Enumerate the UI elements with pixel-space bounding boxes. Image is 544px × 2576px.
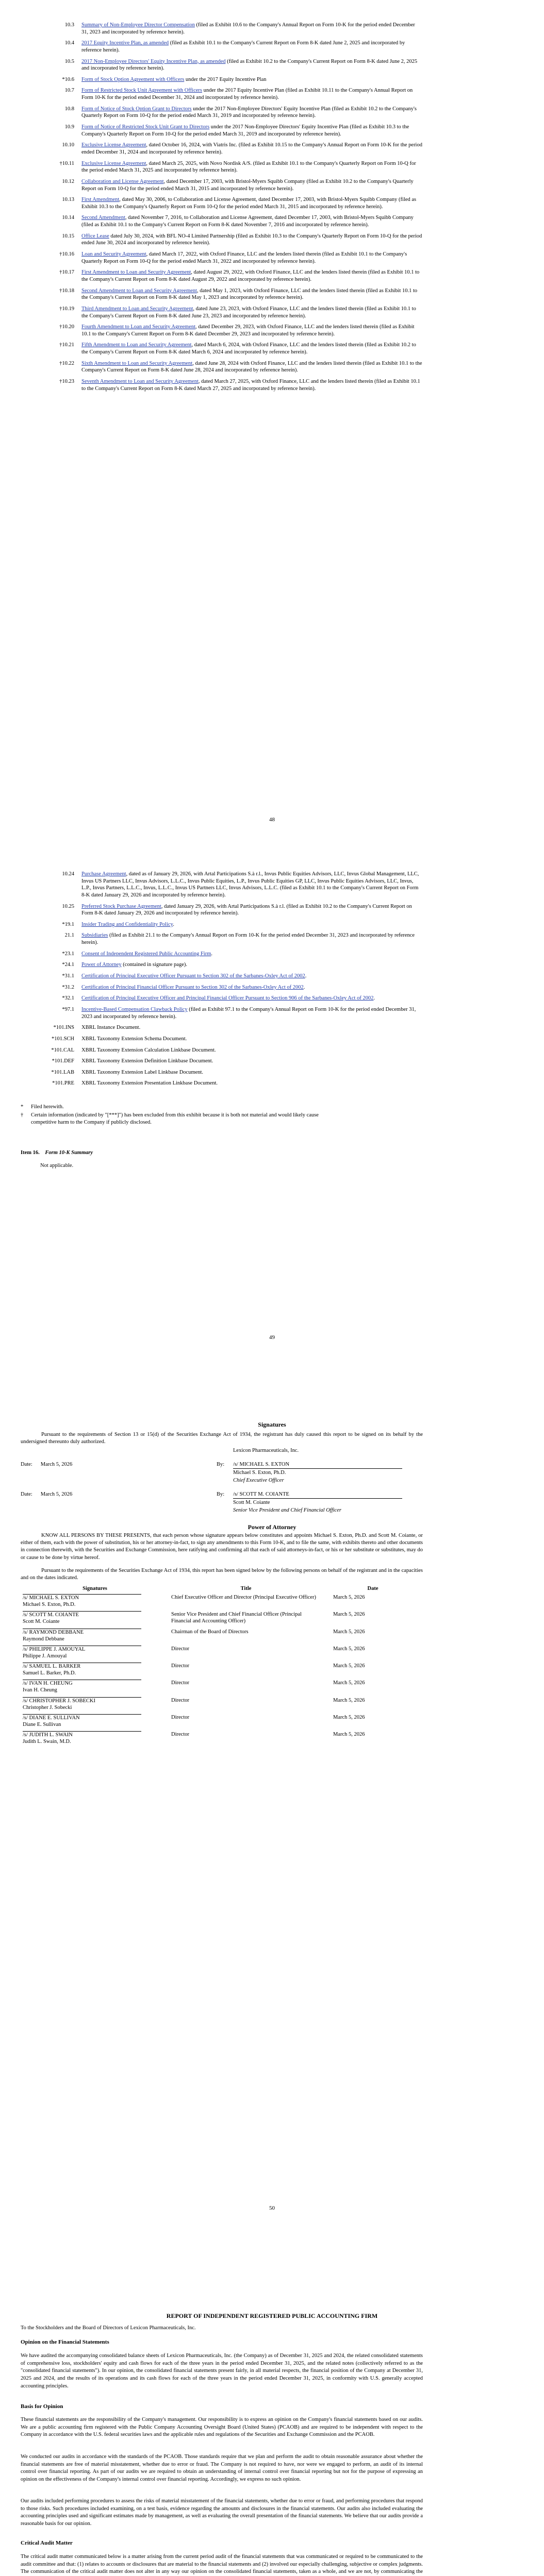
page-number: 48 [269,817,275,823]
exhibit-row [31,342,423,355]
exhibit-description [81,233,423,247]
exhibit-row [31,142,423,156]
col-header-signatures: Signatures [83,1586,107,1591]
signer-name: Diane E. Sullivan [23,1721,61,1727]
exhibit-number: 10.15 [62,233,74,239]
basis-heading: Basis for Opinion [21,2403,63,2410]
exhibit-detail: under the 2017 Equity Incentive Plan (filed as Exhibit 10.11 to the Company's Annual Report on Form 10-K for the period ended December 31, 2024 and incorporated by reference herein). [81,88,413,101]
exhibit-detail: , dated March 25, 2025, with Novo Nordisk A/S. (filed as Exhibit 10.1 to the Company's Quarterly Report on Form 10-Q for the period ended March 31, 2025 and incorporated by reference herein). [81,160,416,174]
exhibit-row [31,1069,423,1076]
signer-name: Philippe J. Amouyal [23,1653,67,1659]
exhibit-link[interactable]: Certification of Principal Executive Officer and Principal Financial Officer Pursuant to Section 906 of the Sarbanes-Oxley Act of 2002 [81,995,374,1002]
exhibit-detail: , dated August 29, 2022, with Oxford Finance, LLC and the lenders listed therein (filed as Exhibit 10.1 to the Company's Current Report on Form 8-K dated August 29, 2022 and incorporated by reference herein). [81,269,420,282]
exhibit-description [81,360,423,374]
exhibit-number: *19.1 [62,921,74,927]
exhibit-number: 10.3 [64,22,74,28]
signature-cell [21,1713,169,1730]
exhibit-row [31,58,423,72]
signer-title: Director [171,1714,189,1720]
exhibit-detail: , dated June 23, 2023, with Oxford Finance, LLC and the lenders listed therein (filed as Exhibit 10.1 to the Company's Current Report on Form 8-K dated June 23, 2023 and incorporated by reference herein). [81,306,416,319]
exhibit-description [81,961,423,969]
basis-text-2: We conducted our audits in accordance with the standards of the PCAOB. Those standards require that we plan and perform the audit to obtain reasonable assurance about whether the financial statements are free of material misstatement, whether due to error or fraud. The Company is not required to have, nor were we engaged to perform, an audit of its internal control over financial reporting. As part of our audits we are required to obtain an understanding of internal control over financial reporting but not for the purpose of expressing an opinion on the effectiveness of the Company's internal control over financial reporting. Accordingly, we express no such opinion. [21,2454,423,2483]
exhibit-number: 10.5 [64,58,74,64]
signature-date: March 5, 2026 [333,1646,365,1652]
exhibit-link[interactable]: Power of Attorney [81,962,122,968]
signature-line: /s/ PHILIPPE J. AMOUYAL [23,1646,141,1653]
exhibit-description [81,378,423,392]
exhibit-description [81,903,423,917]
exhibit-detail: . [303,984,305,990]
company-name: Lexicon Pharmaceuticals, Inc. [233,1448,299,1453]
exhibit-description [81,1047,423,1054]
exhibit-description [81,22,423,36]
exhibit-row [31,360,423,374]
exhibit-link[interactable]: Form of Notice of Stock Option Grant to Directors [81,106,192,112]
signature-row [21,1661,423,1678]
exhibit-detail: dated July 30, 2024, with BFL NO-4 Limited Partnership (filed as Exhibit 10.3 to the Company's Quarterly Report on Form 10-Q for the period ended June 30, 2024 and incorporated by reference herein). [81,233,422,246]
exhibit-row [31,871,423,899]
signature-line: /s/ SCOTT M. COIANTE [233,1490,402,1499]
signature-line: /s/ SAMUEL L. BARKER [23,1663,141,1670]
exhibit-number: *31.1 [62,973,74,979]
exhibit-number: †10.18 [59,287,74,294]
exhibit-detail: (contained in signature page). [121,962,187,968]
signature-line: /s/ JUDITH L. SWAIN [23,1731,141,1738]
signature-line: /s/ RAYMOND DEBBANE [23,1629,141,1636]
exhibit-number: 10.14 [62,215,74,221]
exhibit-detail: . [211,951,212,957]
exhibit-list [31,871,423,1091]
exhibit-row [31,1047,423,1054]
exhibit-detail: XBRL Taxonomy Extension Schema Document. [81,1036,187,1042]
exhibit-description [81,995,423,1002]
exhibit-number: 10.7 [64,88,74,94]
signer-name: Michael S. Exton, Ph.D. [233,1470,286,1476]
signature-cell [21,1644,169,1661]
signature-cell [21,1609,169,1626]
signatures-intro: Pursuant to the requirements of Section 13 or 15(d) of the Securities Exchange Act of 1934, the registrant has duly caused this report to be signed on its behalf by the undersigned thereunto duly authorized. [21,1432,423,1445]
signature-cell [21,1661,169,1678]
exhibit-row [31,76,423,83]
signer-title: Director [171,1646,189,1652]
exhibit-number: †10.23 [59,378,74,384]
exhibit-description [81,921,423,928]
signature-cell [21,1678,169,1695]
signature-line: /s/ IVAN H. CHEUNG [23,1680,141,1687]
exhibit-detail: , dated March 27, 2025, with Oxford Finance, LLC and the lenders listed therein (filed as Exhibit 10.1 to the Company's Current Report on Form 8-K dated March 27, 2025 and incorporated by reference herein). [81,378,420,392]
signature-date: March 5, 2026 [333,1612,365,1618]
exhibit-detail: , dated November 7, 2016, to Collaboration and License Agreement, dated December 17, 2003, with Bristol-Myers Squibb Company (filed as Exhibit 10.1 to the Company's Current Report on Form 8-K dated November 7, 2016 and incorporated by reference herein). [81,215,414,228]
critical-audit-matter-text: The critical audit matter communicated below is a matter arising from the current period audit of the financial statements that was communicated or required to be communicated to the audit committee and that: (1) relates to accounts or disclosures that are material to the financial statements and (2) involved our especially challenging, subjective or complex judgments. The communication of the critical audit matter does not alter in any way our opinion on the consolidated financial statements, taken as a whole, and we are not, by communicating the [21,2554,423,2575]
exhibit-link[interactable]: Form of Stock Option Agreement with Officers [81,76,185,82]
exhibit-detail: under the 2017 Non-Employee Directors' Equity Incentive Plan (filed as Exhibit 10.3 to the Company's Quarterly Report on Form 10-Q for the period ended March 31, 2019 and incorporated by reference herein). [81,124,409,137]
exhibit-description [81,160,423,174]
exhibit-row [31,1080,423,1087]
exhibit-description [81,1058,423,1065]
footnote-mark: † [21,1112,24,1118]
exhibit-row [31,251,423,265]
exhibit-row [31,87,423,101]
exhibit-number: †10.20 [59,324,74,330]
exhibit-detail: (filed as Exhibit 10.1 to the Company's Current Report on Form 8-K dated June 2, 2025 and incorporated by reference herein). [81,40,405,53]
exhibit-number: †10.22 [59,360,74,366]
signature-line: /s/ MICHAEL S. EXTON [233,1461,402,1469]
exhibit-description [81,269,423,283]
exhibit-number: 10.10 [62,142,74,148]
exhibit-row [31,1036,423,1043]
item-16-text: Not applicable. [40,1163,74,1168]
footnote [21,1104,423,1111]
power-of-attorney-text: KNOW ALL PERSONS BY THESE PRESENTS, that each person whose signature appears below constitutes and appoints Michael S. Exton, Ph.D. and Scott M. Coiante, or either of them, each with the power of substitution, his or her attorney-in-fact, to sign any amendments to this Form 10-K, and to file the same, with exhibits thereto and other documents in connection therewith, with the Securities and Exchange Commission, here ratifying and confirming all that each of said attorneys-in-fact, or his or her substitute or substitutes, may do or cause to be done by virtue hereof. [21,1533,423,1561]
exhibit-row [31,306,423,319]
exhibit-description [81,178,423,192]
exhibit-link[interactable]: Preferred Stock Purchase Agreement [81,903,161,909]
exhibit-detail: , dated June 28, 2024 with Oxford Finance, LLC and the lenders listed therein (filed as Exhibit 10.1 to the Company's Current Report on Form 8-K dated June 28, 2024 and incorporated by reference herein). [81,360,422,374]
exhibit-description [81,106,423,120]
exhibit-description [81,287,423,301]
signature-line: /s/ SCOTT M. COIANTE [23,1611,141,1618]
exhibit-detail: (filed as Exhibit 10.2 to the Company's Current Report on Form 8-K dated June 2, 2025 and incorporated by reference herein). [81,58,418,72]
exhibit-detail: , dated October 16, 2024, with Viatris Inc. (filed as Exhibit 10.15 to the Company's Annual Report on Form 10-K for the period ended December 31, 2024 and incorporated by reference herein). [81,142,422,155]
exhibit-number: 10.12 [62,178,74,184]
exhibit-row [31,973,423,980]
exhibit-list [31,22,423,396]
exhibit-link[interactable]: Fifth Amendment to Loan and Security Agreement [81,342,192,348]
exhibit-description [81,342,423,355]
signer-title: Director [171,1680,189,1686]
exhibit-description [81,932,423,946]
exhibit-link[interactable]: Loan and Security Agreement [81,251,146,258]
exhibit-description [81,306,423,319]
exhibit-description [81,76,423,83]
page-48 [0,0,544,845]
exhibit-detail: , dated December 17, 2003, with Bristol-Myers Squibb Company (filed as Exhibit 10.2 to the Company's Quarterly Report on Form 10-Q for the period ended March 31, 2015 and incorporated by reference herein). [81,178,414,192]
exhibit-description [81,58,423,72]
exhibit-link[interactable]: Incentive-Based Compensation Clawback Policy [81,1006,188,1012]
item-16-title: Form 10-K Summary [45,1150,93,1156]
signatures-heading: Signatures [258,1421,286,1428]
exhibit-number: †10.17 [59,269,74,276]
exhibit-number: 10.24 [62,871,74,877]
signer-name: Scott M. Coiante [23,1619,60,1625]
exhibit-row [31,269,423,283]
exhibit-link[interactable]: Fourth Amendment to Loan and Security Agreement [81,324,196,330]
signature-date: March 5, 2026 [333,1629,365,1635]
exhibit-detail: XBRL Taxonomy Extension Label Linkbase Document. [81,1069,204,1075]
exhibit-number: †10.19 [59,306,74,312]
exhibit-detail: , dated March 17, 2022, with Oxford Finance, LLC and the lenders listed therein (filed as Exhibit 10.1 to the Company's Quarterly Report on Form 10-Q for the period ended March 31, 2022 and incorporated by reference herein). [81,251,407,264]
exhibit-description [81,871,423,899]
exhibit-link[interactable]: Certification of Principal Financial Officer Pursuant to Section 302 of the Sarbanes-Oxley Act of 2002 [81,984,304,990]
exhibit-number: *31.2 [62,984,74,990]
exhibit-description [81,1006,423,1020]
footnote [21,1112,423,1126]
signatures-table [21,1585,423,1747]
exhibit-link[interactable]: Sixth Amendment to Loan and Security Agreement [81,360,193,366]
exhibit-link[interactable]: Insider Trading and Confidentiality Policy [81,921,173,927]
signature-row [21,1627,423,1644]
signature-row [21,1609,423,1626]
exhibit-row [31,951,423,958]
signature-line: /s/ DIANE E. SULLIVAN [23,1714,141,1721]
signature-by-2: By: /s/ SCOTT M. COIANTE Scott M. Coiante Senior Vice President and Chief Financial Officer [217,1490,402,1515]
signature-date: March 5, 2026 [333,1595,365,1600]
page-number: 50 [269,2205,275,2211]
exhibit-detail: XBRL Taxonomy Extension Calculation Linkbase Document. [81,1047,216,1053]
exhibit-description [81,142,423,156]
signature-cell [21,1696,169,1713]
exhibit-detail: , dated May 30, 2006, to Collaboration and License Agreement, dated December 17, 2003, with Bristol-Myers Squibb Company (filed as Exhibit 10.3 to the Company's Quarterly Report on Form 10-Q for the period ended March 31, 2015 and incorporated by reference herein). [81,197,417,210]
col-header-date: Date [367,1586,378,1591]
exhibit-row [31,1024,423,1031]
signer-name: Michael S. Exton, Ph.D. [23,1602,76,1608]
exhibit-number: 10.4 [64,40,74,46]
report-title: REPORT OF INDEPENDENT REGISTERED PUBLIC ACCOUNTING FIRM [166,2312,378,2319]
signer-title: Director [171,1732,189,1737]
exhibit-detail: , dated March 6, 2024, with Oxford Finance, LLC and the lenders listed therein (filed as Exhibit 10.2 to the Company's Current Report on Form 8-K dated March 6, 2024 and incorporated by reference herein). [81,342,416,355]
exhibit-number: †10.16 [59,251,74,258]
exhibit-number: 10.25 [62,903,74,909]
exhibit-row [31,160,423,174]
exhibit-number: *32.1 [62,995,74,1002]
exhibit-link[interactable]: Consent of Independent Registered Public Accounting Firm [81,951,211,957]
exhibit-row [31,995,423,1002]
exhibit-description [81,973,423,980]
exhibit-number: 10.13 [62,197,74,203]
signature-row [21,1713,423,1730]
exhibit-number: *24.1 [62,962,74,968]
exhibit-link[interactable]: Purchase Agreement [81,871,126,877]
exhibit-link[interactable]: First Amendment to Loan and Security Agreement [81,269,191,276]
critical-audit-matter-heading: Critical Audit Matter [21,2540,73,2546]
item-16-heading: Item 16. Form 10-K Summary [21,1150,93,1156]
signature-cell [21,1730,169,1747]
exhibit-link[interactable]: Summary of Non-Employee Director Compensation [81,22,195,28]
exhibit-number: †10.11 [59,160,74,166]
exhibit-detail: , dated December 29, 2023, with Oxford Finance, LLC and the lenders listed therein (filed as Exhibit 10.1 to the Company's Current Report on Form 8-K dated December 29, 2023 and incorporated by reference herein). [81,324,415,337]
exhibit-row [31,324,423,337]
power-of-attorney-heading: Power of Attorney [248,1523,296,1531]
signer-name: Christopher J. Sobecki [23,1704,72,1710]
signer-name: Scott M. Coiante [233,1500,270,1506]
signature-line: /s/ MICHAEL S. EXTON [23,1594,141,1601]
exhibit-detail: under the 2017 Equity Incentive Plan [184,76,267,82]
signature-line: /s/ CHRISTOPHER J. SOBECKI [23,1697,141,1704]
exhibit-number: *23.1 [62,951,74,957]
exhibit-link[interactable]: 2017 Equity Incentive Plan, as amended [81,40,169,46]
item-16 [21,1150,423,1168]
exhibit-detail: . [305,973,307,979]
signature-date: March 5, 2026 [333,1732,365,1737]
exhibit-row [31,903,423,917]
exhibit-link[interactable]: Exclusive License Agreement [81,142,146,148]
exhibit-link[interactable]: Office Lease [81,233,109,239]
page-f1 [0,2251,544,2576]
signature-date: March 5, 2026 [333,1663,365,1669]
opinion-text: We have audited the accompanying consolidated balance sheets of Lexicon Pharmaceuticals, Inc. (the Company) as of December 31, 2025 and 2024, the related consolidated statements of comprehensive loss, stockholders' equity and cash flows for each of the three years in the period ended December 31, 2025, and the related notes (collectively referred to as the "consolidated financial statements"). In our opinion, the consolidated financial statements present fairly, in all material respects, the financial position of the Company at December 31, 2025 and 2024, and the results of its operations and its cash flows for each of the three years in the period ended December 31, 2025, in conformity with U.S. generally accepted accounting principles. [21,2353,423,2389]
exhibit-description [81,1069,423,1076]
signature-date-2: Date: March 5, 2026 [21,1492,73,1497]
signer-title: Senior Vice President and Chief Financial Officer [233,1507,341,1514]
exhibit-description [81,87,423,101]
exhibit-number: *101.LAB [51,1069,74,1075]
exhibit-description [81,984,423,991]
exhibit-description [81,1024,423,1031]
signer-name: Judith L. Swain, M.D. [23,1739,71,1745]
exhibit-link[interactable]: Form of Notice of Restricted Stock Unit Grant to Directors [81,124,210,130]
signature-row [21,1644,423,1661]
exhibit-detail: (filed as Exhibit 97.1 to the Company's Annual Report on Form 10-K for the period ended December 31, 2023 and incorporated by reference herein). [81,1006,416,1020]
signature-by-1: By: /s/ MICHAEL S. EXTON Michael S. Exton, Ph.D. Chief Executive Officer [217,1461,402,1485]
signature-date: March 5, 2026 [333,1714,365,1720]
signature-cell [21,1627,169,1644]
exhibit-row [31,961,423,969]
signer-title: Senior Vice President and Chief Financial Officer (Principal Financial and Accounting Officer) [171,1612,302,1624]
signer-title: Chairman of the Board of Directors [171,1629,249,1635]
report-addressee: To the Stockholders and the Board of Directors of Lexicon Pharmaceuticals, Inc. [21,2325,196,2331]
exhibit-link[interactable]: 2017 Non-Employee Directors' Equity Incentive Plan, as amended [81,58,226,64]
exhibit-link[interactable]: Second Amendment to Loan and Security Agreement [81,287,197,294]
signature-row [21,1696,423,1713]
exhibit-description [81,196,423,210]
basis-text-3: Our audits included performing procedures to assess the risks of material misstatement of the financial statements, whether due to error or fraud, and performing procedures that respond to those risks. Such procedures included examining, on a test basis, evidence regarding the amounts and disclosures in the financial statements. Our audits also included evaluating the accounting principles used and significant estimates made by management, as well as evaluating the overall presentation of the financial statements. We believe that our audits provide a reasonable basis for our opinion. [21,2498,423,2527]
exhibit-link[interactable]: Third Amendment to Loan and Security Agreement [81,306,193,312]
exhibit-link[interactable]: Certification of Principal Executive Officer Pursuant to Section 302 of the Sarbanes-Oxley Act of 2002 [81,973,305,979]
exhibit-link[interactable]: Form of Restricted Stock Unit Agreement with Officers [81,88,202,94]
page-50 [0,1381,544,2251]
exhibit-description [81,1080,423,1087]
exhibit-row [31,287,423,301]
exhibit-row [31,178,423,192]
exhibit-row [31,984,423,991]
exhibit-detail: XBRL Instance Document. [81,1025,141,1031]
exhibit-number: 10.9 [64,124,74,130]
exhibit-number: †10.21 [59,342,74,348]
exhibit-description [81,324,423,337]
exhibit-description [81,1036,423,1043]
signature-row [21,1678,423,1695]
exhibit-detail: , dated May 1, 2023, with Oxford Finance, LLC and the lenders listed therein (filed as Exhibit 10.1 to the Company's Current Report on Form 8-K dated May 1, 2023 and incorporated by reference herein). [81,287,418,301]
exhibit-number: *101.INS [53,1025,74,1031]
exhibit-number: *101.PRE [52,1080,74,1087]
exhibit-row [31,40,423,54]
exhibit-number: *101.CAL [51,1047,74,1053]
exhibit-detail: (filed as Exhibit 21.1 to the Company's Annual Report on Form 10-K for the period ended December 31, 2023 and incorporated by reference herein). [81,933,415,946]
page-49 [0,845,544,1381]
exhibit-row [31,214,423,228]
signature-date: March 5, 2026 [333,1697,365,1703]
exhibit-link[interactable]: First Amendment [81,197,120,203]
signer-title: Chief Executive Officer [233,1478,284,1484]
exhibit-row [31,22,423,36]
exhibit-link[interactable]: Exclusive License Agreement [81,160,146,166]
exhibit-link[interactable]: Seventh Amendment to Loan and Security Agreement [81,378,199,384]
exhibit-row [31,196,423,210]
exhibit-number: *97.1 [62,1006,74,1012]
col-header-title: Title [240,1586,252,1591]
exhibit-row [31,124,423,138]
exhibit-row [31,921,423,928]
signature-row [21,1730,423,1747]
exhibit-description [81,951,423,958]
signer-name: Ivan H. Cheung [23,1687,57,1693]
exhibit-detail: XBRL Taxonomy Extension Presentation Linkbase Document. [81,1080,218,1087]
footnote-text: Filed herewith. [31,1104,64,1110]
exhibit-number: *10.6 [62,76,74,82]
exhibit-detail: , dated as of January 29, 2026, with Artal Participations S.à r.l., Invus Public Equities Advisors, LLC, Invus Global Management, LLC, Invus US Partners LLC, Invus Advisors, L.L.C., Invus Public Equities, L.P., Invus Public Equities GP, LLC, Invus Public Equities Advisors, LLC, Invus, L.P., Invus Partners, L.L.C., Invus, L.L.C., Invus US Partners LLC, Invus Advisors, L.L.C. (filed as Exhibit 10.1 to the Company's Current Report on Form 8-K dated January 29, 2026 and incorporated by reference herein). [81,871,419,898]
exhibit-row [31,1006,423,1020]
exhibit-detail: . [173,921,174,927]
exhibit-description [81,214,423,228]
exhibit-link[interactable]: Subsidiaries [81,933,108,939]
signature-date: March 5, 2026 [333,1680,365,1686]
exhibit-row [31,106,423,120]
signature-cell [21,1592,169,1609]
page-number: 49 [269,1334,275,1341]
exhibit-link[interactable]: Second Amendment [81,215,125,221]
signer-title: Director [171,1663,189,1669]
signature-date-1: Date: March 5, 2026 [21,1462,73,1467]
signature-row [21,1592,423,1609]
exhibit-row [31,1058,423,1065]
exhibit-row [31,932,423,946]
pursuant-text: Pursuant to the requirements of the Securities Exchange Act of 1934, this report has been signed below by the following persons on behalf of the registrant and in the capacities and on the dates indicated. [21,1568,423,1581]
exhibit-detail: under the 2017 Non-Employee Directors' Equity Incentive Plan (filed as Exhibit 10.2 to the Company's Quarterly Report on Form 10-Q for the period ended March 31, 2019 and incorporated by reference herein). [81,106,417,119]
signer-title: Director [171,1697,189,1703]
exhibit-link[interactable]: Collaboration and License Agreement [81,178,164,184]
signer-title: Chief Executive Officer and Director (Principal Executive Officer) [171,1595,316,1600]
exhibit-number: 10.8 [64,106,74,112]
exhibit-description [81,40,423,54]
basis-text-1: These financial statements are the responsibility of the Company's management. Our responsibility is to express an opinion on the Company's financial statements based on our audits. We are a public accounting firm registered with the Public Company Accounting Oversight Board (United States) (PCAOB) and are required to be independent with respect to the Company in accordance with the U.S. federal securities laws and the applicable rules and regulations of the Securities and Exchange Commission and the PCAOB. [21,2417,423,2438]
exhibit-detail: XBRL Taxonomy Extension Definition Linkbase Document. [81,1058,213,1064]
exhibit-row [31,378,423,392]
signer-name: Raymond Debbane [23,1636,64,1642]
exhibit-detail: (filed as Exhibit 10.6 to the Company's Annual Report on Form 10-K for the period ended December 31, 2023 and incorporated by reference herein). [81,22,415,35]
exhibit-row [31,233,423,247]
footnote-text: Certain information (indicated by "[***]") has been excluded from this exhibit because it is both not material and would likely cause competitive harm to the Company if publicly disclosed. [31,1112,319,1126]
exhibit-detail: , dated January 29, 2026, with Artal Participations S.à r.l. (filed as Exhibit 10.2 to the Company's Current Report on Form 8-K dated January 29, 2026 and incorporated by reference herein). [81,903,412,917]
exhibit-number: 21.1 [64,933,74,939]
footnotes [21,1104,423,1128]
exhibit-number: *101.DEF [52,1058,74,1064]
exhibit-description [81,124,423,138]
exhibit-number: *101.SCH [51,1036,74,1042]
exhibit-description [81,251,423,265]
opinion-heading: Opinion on the Financial Statements [21,2339,109,2345]
exhibit-detail: . [373,995,375,1002]
footnote-mark: * [21,1104,24,1110]
signer-name: Samuel L. Barker, Ph.D. [23,1670,76,1676]
